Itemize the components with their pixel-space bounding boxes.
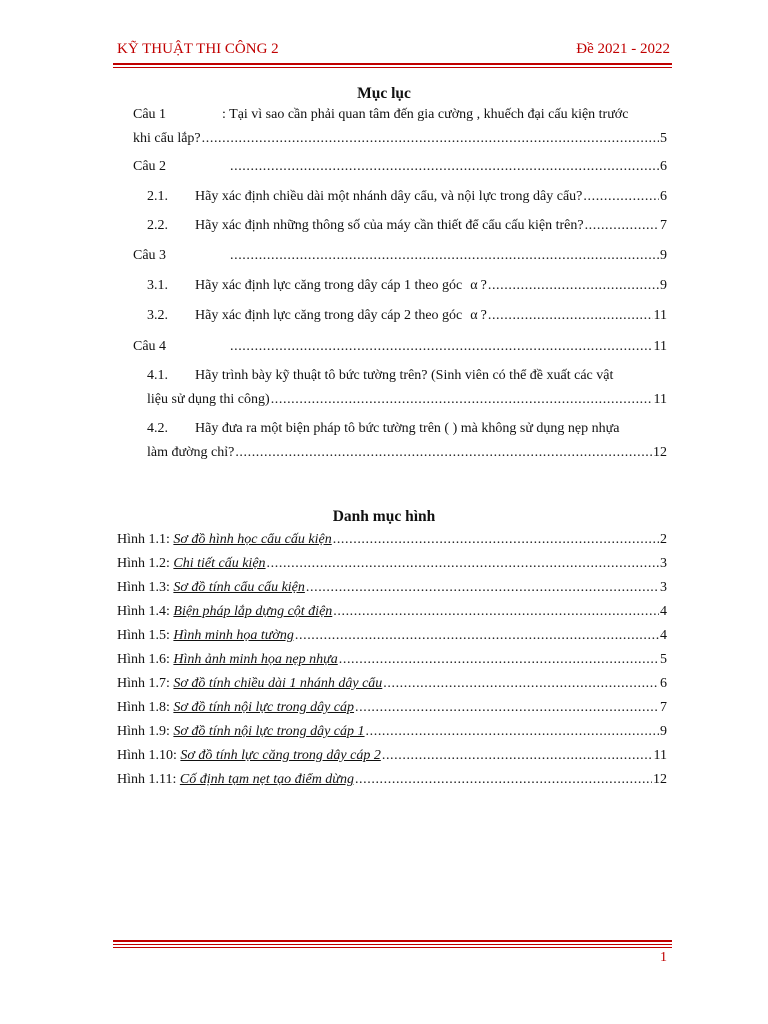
figure-entry[interactable] [117, 580, 667, 596]
toc-q4-2-cont: làm đường chỉ? [147, 445, 235, 460]
figure-entry[interactable] [117, 532, 667, 548]
toc-q2-label[interactable]: Câu 2 [133, 159, 167, 174]
figure-caption: Sơ đồ tính chiều dài 1 nhánh dây cẩu [173, 676, 383, 691]
figure-page: 6 [660, 676, 667, 691]
toc-q3-leader[interactable] [229, 248, 667, 264]
toc-q1-text: : Tại vì sao cần phải quan tâm đến gia cường , khuếch đại cấu kiện trước [222, 107, 629, 122]
toc-q4-leader[interactable] [229, 339, 667, 355]
figure-caption: Sơ đồ tính lực căng trong dây cáp 2 [180, 748, 381, 763]
toc-q3-2-text: Hãy xác định lực căng trong dây cáp 2 theo góc [195, 308, 463, 323]
figure-caption: Biện pháp lắp dựng cột điện [173, 604, 333, 619]
toc-entry-q4-1[interactable] [147, 392, 667, 408]
toc-q2-2-text: Hãy xác định những thông số của máy cần thiết để cẩu cấu kiện trên? [195, 218, 584, 233]
toc-title: Mục lục [357, 85, 411, 102]
dot-leader [267, 556, 659, 572]
dot-leader [230, 339, 653, 355]
footer-rule-mid [113, 944, 672, 945]
toc-q3-2-tail: ? [480, 308, 487, 323]
header-rule-thin [113, 67, 672, 68]
dot-leader [488, 308, 653, 324]
figure-label: Hình 1.1: [117, 532, 170, 547]
figure-page: 11 [653, 748, 667, 763]
figure-caption: Sơ đồ hình học cẩu cấu kiện [173, 532, 332, 547]
figure-caption: Sơ đồ tính nội lực trong dây cáp 1 [173, 724, 365, 739]
dot-leader [230, 159, 659, 175]
header-exam-year: Đề 2021 - 2022 [576, 41, 670, 57]
toc-q3-1-tail: ? [480, 278, 487, 293]
dot-leader [366, 724, 659, 740]
dot-leader [235, 445, 652, 461]
figure-caption: Chi tiết cấu kiện [173, 556, 266, 571]
figure-page: 12 [653, 772, 667, 787]
dot-leader [382, 748, 653, 764]
dot-leader [202, 131, 659, 147]
toc-q3-1-num: 3.1. [147, 278, 168, 293]
dot-leader [488, 278, 659, 294]
figure-label: Hình 1.5: [117, 628, 170, 643]
toc-q2-leader[interactable] [229, 159, 667, 175]
figure-entry[interactable] [117, 604, 667, 620]
dot-leader [271, 392, 653, 408]
figure-entry[interactable] [117, 748, 667, 764]
dot-leader [383, 676, 659, 692]
alpha-symbol: α [470, 278, 478, 293]
dot-leader [333, 532, 659, 548]
toc-q4-1-page: 11 [653, 392, 667, 407]
dot-leader [306, 580, 659, 596]
figure-page: 7 [660, 700, 667, 715]
figure-page: 3 [660, 556, 667, 571]
toc-q3-label[interactable]: Câu 3 [133, 248, 167, 263]
toc-q1-leader[interactable] [133, 131, 667, 147]
figure-page: 9 [660, 724, 667, 739]
toc-q4-2-text: Hãy đưa ra một biện pháp tô bức tường trên ( ) mà không sử dụng nẹp nhựa [195, 421, 620, 436]
figure-label: Hình 1.3: [117, 580, 170, 595]
alpha-symbol: α [470, 308, 478, 323]
figure-caption: Sơ đồ tính cẩu cấu kiện [173, 580, 305, 595]
figure-caption: Hình ảnh minh họa nẹp nhựa [173, 652, 338, 667]
figure-caption: Cố định tạm nẹt tạo điểm dừng [179, 772, 354, 787]
toc-entry-q1[interactable] [133, 107, 166, 123]
page-number: 1 [660, 950, 667, 965]
figure-label: Hình 1.6: [117, 652, 170, 667]
figure-label: Hình 1.11: [117, 772, 177, 787]
toc-q4-2-num: 4.2. [147, 421, 168, 436]
figure-label: Hình 1.7: [117, 676, 170, 691]
toc-q2-2-num: 2.2. [147, 218, 168, 233]
dot-leader [355, 772, 652, 788]
footer-rule-thin [113, 947, 672, 948]
toc-q4-2-page: 12 [653, 445, 667, 460]
toc-q3-2-page: 11 [653, 308, 667, 323]
figures-title: Danh mục hình [332, 508, 436, 525]
header-rule [113, 63, 672, 65]
figure-page: 4 [660, 628, 667, 643]
toc-q1-label: Câu 1 [133, 107, 167, 122]
toc-q1-cont: khi cẩu lắp? [133, 131, 201, 146]
figure-caption: Sơ đồ tính nội lực trong dây cáp [173, 700, 355, 715]
toc-q2-1-num: 2.1. [147, 189, 168, 204]
figure-entry[interactable] [117, 700, 667, 716]
toc-entry-q3-1[interactable] [195, 278, 667, 294]
dot-leader [585, 218, 659, 234]
dot-leader [339, 652, 659, 668]
figure-page: 4 [660, 604, 667, 619]
toc-q4-page: 11 [653, 339, 667, 354]
toc-q2-1-text: Hãy xác định chiều dài một nhánh dây cẩu, và nội lực trong dây cẩu? [195, 189, 583, 204]
toc-q4-1-cont: liệu sử dụng thi công) [147, 392, 270, 407]
toc-entry-q2-2[interactable] [195, 218, 667, 234]
figure-label: Hình 1.2: [117, 556, 170, 571]
toc-q2-page: 6 [660, 159, 667, 174]
dot-leader [583, 189, 659, 205]
dot-leader [355, 700, 659, 716]
dot-leader [230, 248, 659, 264]
dot-leader [295, 628, 659, 644]
toc-entry-q4-2[interactable] [147, 445, 667, 461]
figure-entry[interactable] [117, 556, 667, 572]
toc-q2-1-page: 6 [660, 189, 667, 204]
figure-entry[interactable] [117, 676, 667, 692]
toc-q3-page: 9 [660, 248, 667, 263]
figure-label: Hình 1.4: [117, 604, 170, 619]
dot-leader [333, 604, 659, 620]
figure-page: 5 [660, 652, 667, 667]
toc-q4-1-text: Hãy trình bày kỹ thuật tô bức tường trên? (Sinh viên có thể đề xuất các vật [195, 368, 614, 383]
toc-q2-2-page: 7 [660, 218, 667, 233]
toc-entry-q3-2[interactable] [195, 308, 667, 324]
figure-label: Hình 1.9: [117, 724, 170, 739]
figure-entry[interactable] [117, 628, 667, 644]
figure-entry[interactable] [117, 724, 667, 740]
figure-caption: Hình minh họa tường [173, 628, 294, 643]
header-course-title: KỸ THUẬT THI CÔNG 2 [117, 41, 279, 57]
figure-entry[interactable] [117, 772, 667, 788]
toc-q4-label[interactable]: Câu 4 [133, 339, 167, 354]
figure-entry[interactable] [117, 652, 667, 668]
toc-q3-2-num: 3.2. [147, 308, 168, 323]
figure-label: Hình 1.10: [117, 748, 177, 763]
toc-entry-q2-1[interactable] [195, 189, 667, 205]
figure-page: 3 [660, 580, 667, 595]
toc-q3-1-page: 9 [660, 278, 667, 293]
toc-q1-page: 5 [660, 131, 667, 146]
footer-rule [113, 940, 672, 942]
toc-q3-1-text: Hãy xác định lực căng trong dây cáp 1 theo góc [195, 278, 463, 293]
figure-page: 2 [660, 532, 667, 547]
toc-q4-1-num: 4.1. [147, 368, 168, 383]
figure-label: Hình 1.8: [117, 700, 170, 715]
